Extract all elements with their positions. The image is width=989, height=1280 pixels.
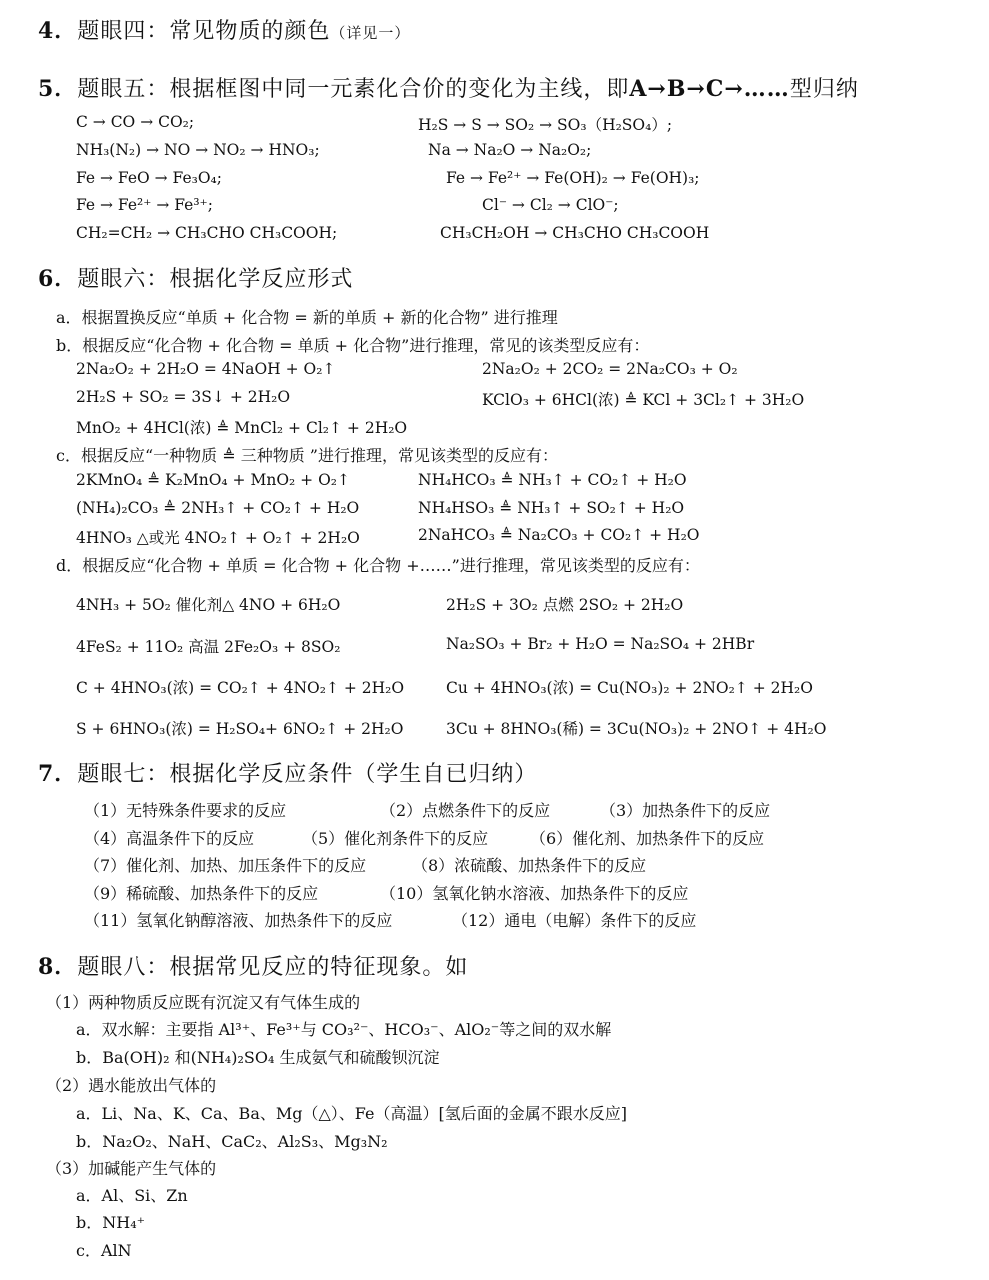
s6-d-eq: Na₂SO₃ + Br₂ + H₂O = Na₂SO₄ + 2HBr bbox=[446, 635, 755, 653]
condition-item: （5）催化剂条件下的反应 bbox=[302, 829, 489, 848]
s5-line-4-right: Cl⁻ → Cl₂ → ClO⁻; bbox=[482, 196, 619, 214]
condition-item: （8）浓硫酸、加热条件下的反应 bbox=[412, 856, 647, 875]
s5-line-1-left: C → CO → CO₂; bbox=[76, 113, 195, 131]
s6-b-eq: 2Na₂O₂ + 2CO₂ = 2Na₂CO₃ + O₂ bbox=[482, 360, 738, 378]
section-8-heading bbox=[38, 950, 468, 981]
condition-item: （9）稀硫酸、加热条件下的反应 bbox=[84, 884, 319, 903]
condition-item: （11）氢氧化钠醇溶液、加热条件下的反应 bbox=[84, 911, 393, 930]
section-number: 8． bbox=[38, 954, 78, 980]
s6-b-eq: 2H₂S + SO₂ = 3S↓ + 2H₂O bbox=[76, 388, 291, 406]
s6-b-eq: KClO₃ + 6HCl(浓) ≜ KCl + 3Cl₂↑ + 3H₂O bbox=[482, 391, 805, 409]
section-title: 题眼四：常见物质的颜色 bbox=[77, 19, 331, 44]
s5-line-5-right: CH₃CH₂OH → CH₃CHO CH₃COOH bbox=[440, 224, 710, 242]
s8-item: （1）两种物质反应既有沉淀又有气体生成的 bbox=[46, 993, 361, 1012]
s5-line-3-right: Fe → Fe²⁺ → Fe(OH)₂ → Fe(OH)₃; bbox=[446, 169, 700, 187]
s8-item: （3）加碱能产生气体的 bbox=[46, 1159, 217, 1178]
s5-line-3-left: Fe → FeO → Fe₃O₄; bbox=[76, 169, 222, 187]
s6-c-eq: (NH₄)₂CO₃ ≜ 2NH₃↑ + CO₂↑ + H₂O bbox=[76, 499, 360, 517]
s6-b-eq: MnO₂ + 4HCl(浓) ≜ MnCl₂ + Cl₂↑ + 2H₂O bbox=[76, 419, 408, 437]
s6-c-eq: 4HNO₃ △或光 4NO₂↑ + O₂↑ + 2H₂O bbox=[76, 529, 360, 547]
s6-d-eq: 2H₂S + 3O₂ 点燃 2SO₂ + 2H₂O bbox=[446, 596, 684, 614]
condition-item: （4）高温条件下的反应 bbox=[84, 829, 255, 848]
s6-d-eq: Cu + 4HNO₃(浓) = Cu(NO₃)₂ + 2NO₂↑ + 2H₂O bbox=[446, 679, 813, 697]
chain-pattern: A→B→C→…… bbox=[629, 76, 790, 102]
section-number: 6． bbox=[38, 266, 78, 292]
s5-line-5-left: CH₂=CH₂ → CH₃CHO CH₃COOH; bbox=[76, 224, 338, 242]
section-title-tail: 型归纳 bbox=[789, 77, 859, 102]
section-title: 题眼七：根据化学反应条件（学生自已归纳） bbox=[77, 762, 538, 787]
s6-b: b．根据反应“化合物 + 化合物 = 单质 + 化合物”进行推理，常见的该类型反应有： bbox=[56, 336, 650, 355]
section-note: （详见一） bbox=[330, 24, 411, 42]
s6-d-eq: S + 6HNO₃(浓) = H₂SO₄+ 6NO₂↑ + 2H₂O bbox=[76, 720, 404, 738]
s6-d-eq: C + 4HNO₃(浓) = CO₂↑ + 4NO₂↑ + 2H₂O bbox=[76, 679, 405, 697]
condition-item: （12）通电（电解）条件下的反应 bbox=[452, 911, 697, 930]
condition-item: （1）无特殊条件要求的反应 bbox=[84, 801, 287, 820]
condition-item: （6）催化剂、加热条件下的反应 bbox=[530, 829, 765, 848]
s6-d-eq: 3Cu + 8HNO₃(稀) = 3Cu(NO₃)₂ + 2NO↑ + 4H₂O bbox=[446, 720, 827, 738]
s5-line-1-right: H₂S → S → SO₂ → SO₃（H₂SO₄）; bbox=[418, 116, 673, 134]
section-number: 5． bbox=[38, 76, 78, 102]
s6-c-eq: NH₄HSO₃ ≜ NH₃↑ + SO₂↑ + H₂O bbox=[418, 499, 685, 517]
s8-subitem: a．Al、Si、Zn bbox=[76, 1186, 188, 1205]
s8-subitem: b．Ba(OH)₂ 和(NH₄)₂SO₄ 生成氨气和硫酸钡沉淀 bbox=[76, 1048, 440, 1067]
s6-d: d．根据反应“化合物 + 单质 = 化合物 + 化合物 +……”进行推理，常见该类型的反应有： bbox=[56, 556, 700, 575]
section-4-heading bbox=[38, 14, 410, 45]
s6-b-eq: 2Na₂O₂ + 2H₂O = 4NaOH + O₂↑ bbox=[76, 360, 336, 378]
s5-line-4-left: Fe → Fe²⁺ → Fe³⁺; bbox=[76, 196, 213, 214]
s6-d-eq: 4FeS₂ + 11O₂ 高温 2Fe₂O₃ + 8SO₂ bbox=[76, 638, 341, 656]
s8-subitem: a．Li、Na、K、Ca、Ba、Mg（△）、Fe（高温）[氢后面的金属不跟水反应] bbox=[76, 1104, 627, 1123]
s5-line-2-left: NH₃(N₂) → NO → NO₂ → HNO₃; bbox=[76, 141, 320, 159]
section-title: 题眼六：根据化学反应形式 bbox=[77, 267, 354, 292]
section-5-heading bbox=[38, 72, 859, 103]
section-title: 题眼五：根据框图中同一元素化合价的变化为主线，即 bbox=[77, 77, 630, 102]
s8-subitem: a．双水解：主要指 Al³⁺、Fe³⁺与 CO₃²⁻、HCO₃⁻、AlO₂⁻等之间的双水解 bbox=[76, 1020, 612, 1039]
s8-subitem: b．NH₄⁺ bbox=[76, 1213, 146, 1232]
s5-line-2-right: Na → Na₂O → Na₂O₂; bbox=[428, 141, 592, 159]
s6-c-eq: 2KMnO₄ ≜ K₂MnO₄ + MnO₂ + O₂↑ bbox=[76, 471, 350, 489]
condition-item: （10）氢氧化钠水溶液、加热条件下的反应 bbox=[380, 884, 689, 903]
s8-subitem: c．AlN bbox=[76, 1241, 132, 1260]
s6-c: c．根据反应“一种物质 ≜ 三种物质 ”进行推理，常见该类型的反应有： bbox=[56, 446, 558, 465]
condition-item: （2）点燃条件下的反应 bbox=[380, 801, 551, 820]
section-number: 7． bbox=[38, 761, 78, 787]
section-6-heading bbox=[38, 262, 353, 293]
s6-a: a．根据置换反应“单质 + 化合物 = 新的单质 + 新的化合物” 进行推理 bbox=[56, 308, 558, 327]
section-7-heading bbox=[38, 757, 537, 788]
s8-subitem: b．Na₂O₂、NaH、CaC₂、Al₂S₃、Mg₃N₂ bbox=[76, 1132, 388, 1151]
s6-c-eq: NH₄HCO₃ ≜ NH₃↑ + CO₂↑ + H₂O bbox=[418, 471, 687, 489]
section-number: 4． bbox=[38, 18, 78, 44]
condition-item: （3）加热条件下的反应 bbox=[600, 801, 771, 820]
s6-d-eq: 4NH₃ + 5O₂ 催化剂△ 4NO + 6H₂O bbox=[76, 596, 341, 614]
s8-item: （2）遇水能放出气体的 bbox=[46, 1076, 217, 1095]
s6-c-eq: 2NaHCO₃ ≜ Na₂CO₃ + CO₂↑ + H₂O bbox=[418, 526, 700, 544]
condition-item: （7）催化剂、加热、加压条件下的反应 bbox=[84, 856, 367, 875]
section-title: 题眼八：根据常见反应的特征现象。如 bbox=[77, 955, 469, 980]
